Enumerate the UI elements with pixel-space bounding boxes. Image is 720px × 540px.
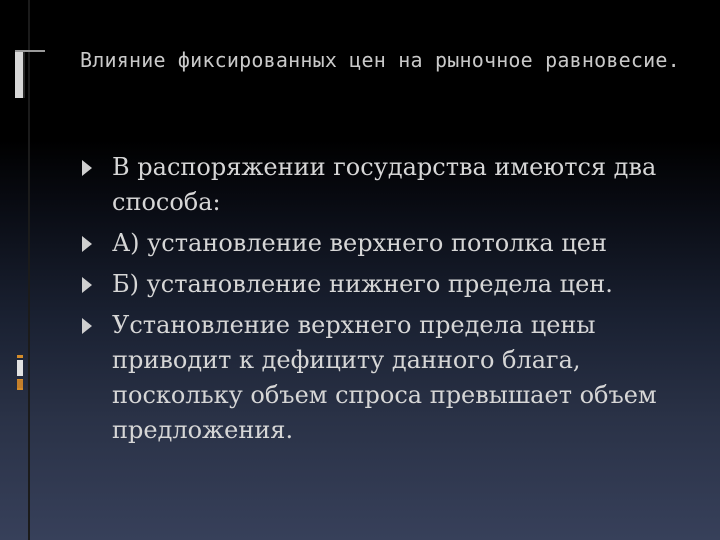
bullet-text: А) установление верхнего потолка цен xyxy=(112,229,607,257)
bullet-item xyxy=(82,267,682,302)
bullet-text: Б) установление нижнего предела цен. xyxy=(112,270,613,298)
decorative-block-mid xyxy=(17,360,23,376)
bullet-text: В распоряжении государства имеются два способа: xyxy=(112,153,657,216)
decorative-rule-top xyxy=(15,50,45,52)
triangle-bullet-icon xyxy=(82,160,92,176)
slide-title: Влияние фиксированных цен на рыночное равновесие. xyxy=(80,48,680,72)
decorative-block-top-shadow xyxy=(23,50,25,98)
decorative-block-accent xyxy=(17,380,23,388)
triangle-bullet-icon xyxy=(82,318,92,334)
decorative-block-top xyxy=(15,50,23,98)
bullet-item xyxy=(82,226,682,261)
triangle-bullet-icon xyxy=(82,277,92,293)
left-border-line xyxy=(28,0,30,540)
bullet-text: Установление верхнего предела цены приводит к дефициту данного блага, поскольку объем спроса превышает объем предложения. xyxy=(112,311,657,444)
bullet-item xyxy=(82,308,682,448)
triangle-bullet-icon xyxy=(82,236,92,252)
bullet-item xyxy=(82,150,682,220)
bullet-list xyxy=(82,150,682,454)
